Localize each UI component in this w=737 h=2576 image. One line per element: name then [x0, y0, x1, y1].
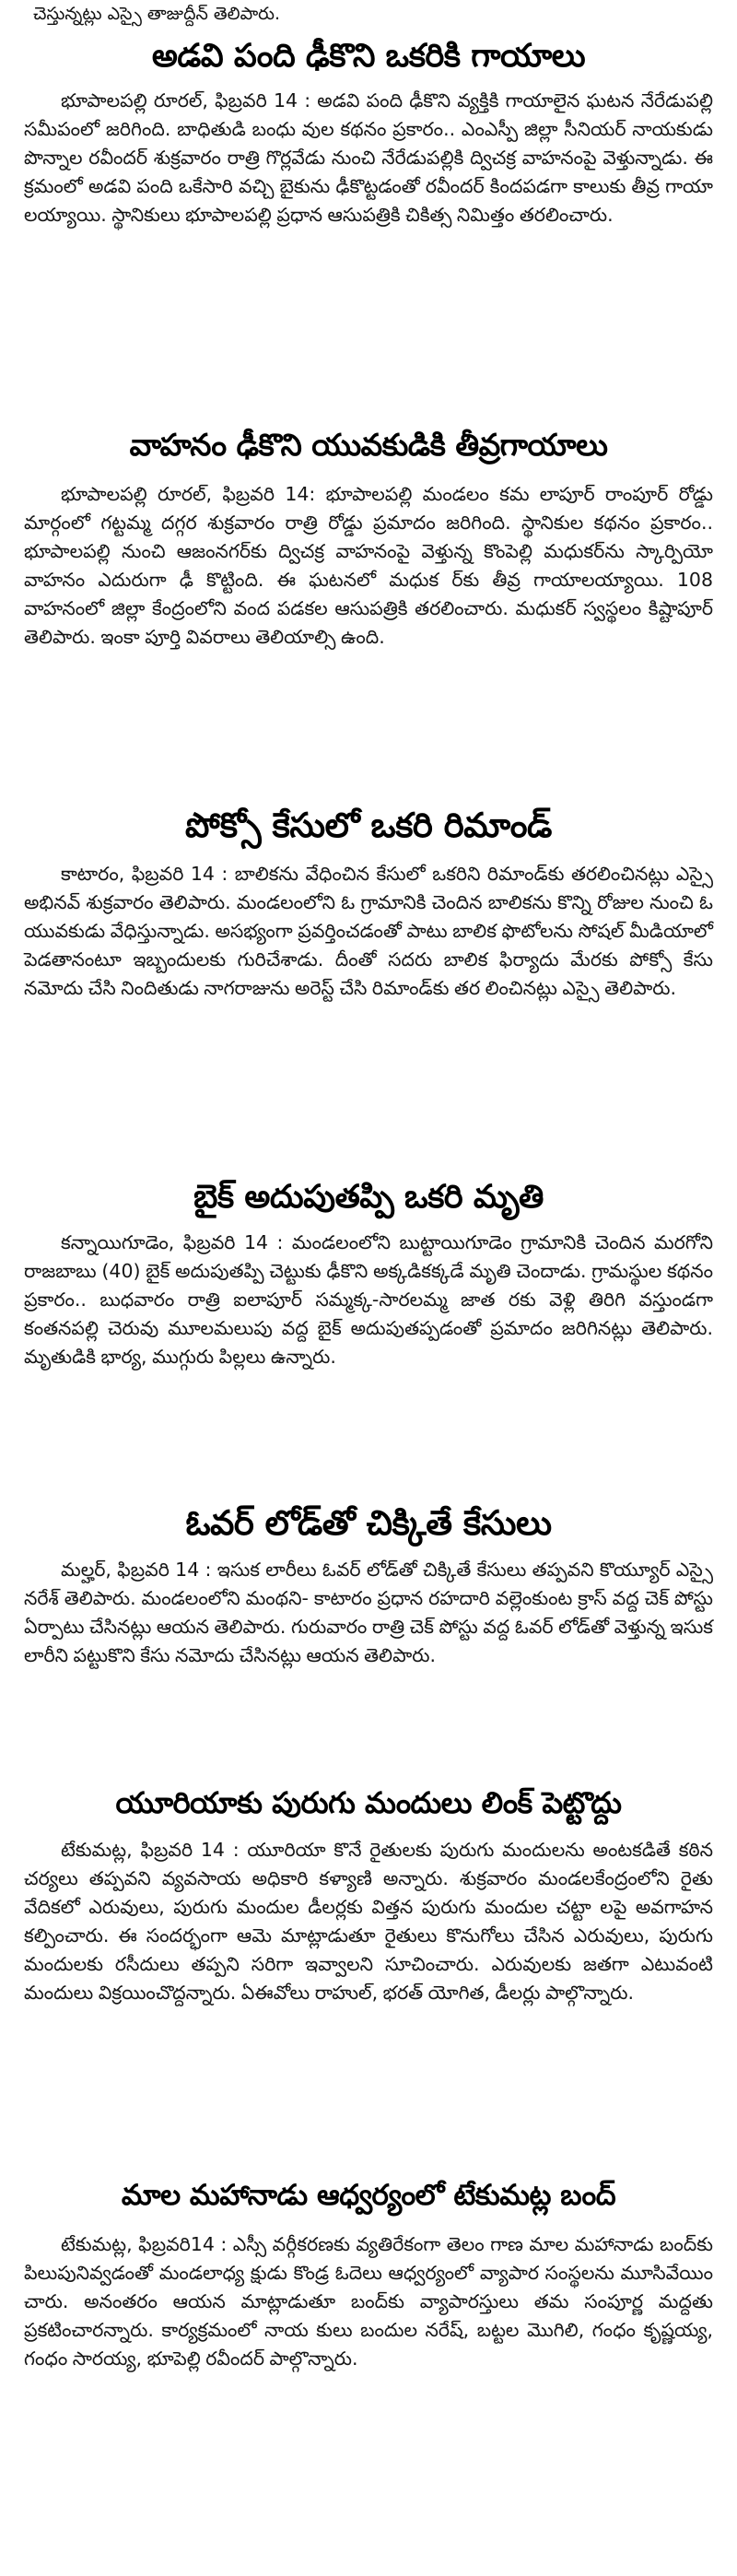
- article-body: టేకుమట్ల, ఫిబ్రవరి 14 : యూరియా కొనే రైతులకు పురుగు మందులను అంటకడితే కఠిన చర్యలు తప్పవని వ్యవసాయ అధికారి కళ్యాణి అన్నారు. శుక్రవారం మండలకేంద్రంలోని రైతు వేదికలో ఎరువులు, పురుగు మందుల డీలర్లకు విత్తన పురుగు మందుల చట్టా లపై అవగాహన కల్పించారు. ఈ సందర్భంగా ఆమె మాట్లాడుతూ రైతులు కొనుగోలు చేసిన ఎరువులు, పురుగు మందులకు రసీదులు తప్పని సరిగా ఇవ్వాలని సూచించారు. ఎరువులకు జతగా ఎటువంటి మందులు విక్రయించొద్దన్నారు. ఏఈవోలు రాహుల్, భరత్ యోగిత, డీలర్లు పాల్గొన్నారు.: [24, 1839, 713, 2004]
- article-pocso-remand: [11, 799, 726, 1170]
- article-body: కన్నాయిగూడెం, ఫిబ్రవరి 14 : మండలంలోని బుట్టాయిగూడెం గ్రామానికి చెందిన మరగోని రాజబాబు (40) బైక్ అదుపుతప్పి చెట్టుకు ఢీకొని అక్కడికక్కడే మృతి చెందాడు. గ్రామస్థుల కథనం ప్రకారం.. బుధవారం రాత్రి ఐలాపూర్ సమ్మక్క-సారలమ్మ జాత రకు వెళ్లి తిరిగి వస్తుండగా కంతనపల్లి చెరువు మూలమలుపు వద్ద బైక్ అదుపుతప్పడంతో ప్రమాదం జరిగినట్లు తెలిపారు. మృతుడికి భార్య, ముగ్గురు పిల్లలు ఉన్నారు.: [24, 1231, 713, 1368]
- headline: బైక్ అదుపుతప్పి ఒకరి మృతి: [193, 1179, 544, 1216]
- article-bike-accident-death: [11, 1170, 726, 1497]
- article-vehicle-hit-youth: [11, 418, 726, 799]
- article-body: మల్హర్, ఫిబ్రవరి 14 : ఇసుక లారీలు ఓవర్ లోడ్‌తో చిక్కితే కేసులు తప్పవని కొయ్యూర్ ఎస్సై నరేశ్ తెలిపారు. మండలంలోని మంథని- కాటారం ప్రధాన రహదారి వల్లెంకుంట క్రాస్ వద్ద చెక్ పోస్టు ఏర్పాటు చేసినట్లు ఆయన తెలిపారు. గురువారం రాత్రి చెక్ పోస్టు వద్ద ఓవర్ లోడ్‌తో వెళ్తున్న ఇసుక లారీని పట్టుకొని కేసు నమోదు చేసినట్లు ఆయన తెలిపారు.: [24, 1559, 713, 1666]
- previous-article-fragment: చెస్తున్నట్లు ఎస్సై తాజుద్దీన్ తెలిపారు.: [33, 4, 281, 24]
- article-body: భూపాలపల్లి రూరల్, ఫిబ్రవరి 14 : అడవి పంది ఢీకొని వ్యక్తికి గాయాలైన ఘటన నేరేడుపల్లి సమీపంలో జరిగింది. బాధితుడి బంధు వుల కథనం ప్రకారం.. ఎంఎస్పీ జిల్లా సీనియర్ నాయకుడు పొన్నాల రవీందర్ శుక్రవారం రాత్రి గొర్లవేడు నుంచి నేరేడుపల్లికి ద్విచక్ర వాహనంపై వెళ్తున్నాడు. ఈ క్రమంలో అడవి పంది ఒకేసారి వచ్చి బైకును ఢీకొట్టడంతో రవీందర్ కిందపడగా కాలుకు తీవ్ర గాయా లయ్యాయి. స్థానికులు భూపాలపల్లి ప్రధాన ఆసుపత్రికి చికిత్స నిమిత్తం తరలించారు.: [24, 89, 713, 226]
- article-body: భూపాలపల్లి రూరల్, ఫిబ్రవరి 14: భూపాలపల్లి మండలం కమ లాపూర్ రాంపూర్ రోడ్డు మార్గంలో గట్టమ్మ దగ్గర శుక్రవారం రాత్రి రోడ్డు ప్రమాదం జరిగింది. స్థానికుల కథనం ప్రకారం.. భూపాలపల్లి నుంచి ఆజంనగర్‌కు ద్విచక్ర వాహనంపై వెళ్తున్న కొంపెల్లి మధుకర్‌ను స్కార్పియో వాహనం ఎదురుగా ఢీ కొట్టింది. ఈ ఘటనలో మధుక ర్‌కు తీవ్ర గాయాలయ్యాయి. 108 వాహనంలో జిల్లా కేంద్రంలోని వంద పడకల ఆసుపత్రికి తరలించారు. మధుకర్ స్వస్థలం కిష్టాపూర్ తెలిపారు. ఇంకా పూర్తి వివరాలు తెలియాల్సి ఉంది.: [24, 483, 713, 648]
- article-wild-boar-accident: [11, 28, 726, 418]
- article-urea-pesticide-link: [11, 1775, 726, 2168]
- headline: యూరియాకు పురుగు మందులు లింక్ పెట్టొద్దు: [115, 1785, 622, 1820]
- headline: మాల మహానాడు ఆధ్వర్యంలో టేకుమట్ల బంద్: [121, 2179, 616, 2212]
- article-body: కాటారం, ఫిబ్రవరి 14 : బాలికను వేధించిన కేసులో ఒకరిని రిమాండ్‌కు తరలించినట్లు ఎస్సై అభినవ్ శుక్రవారం తెలిపారు. మండలంలోని ఓ గ్రామానికి చెందిన బాలికను కొన్ని రోజుల నుంచి ఓ యువకుడు వేధిస్తున్నాడు. అసభ్యంగా ప్రవర్తించడంతో పాటు బాలిక ఫొటోలను సోషల్ మీడియాలో పెడతానంటూ ఇబ్బందులకు గురిచేశాడు. దీంతో సదరు బాలిక ఫిర్యాదు మేరకు పోక్సో కేసు నమోదు చేసి నిందితుడు నాగరాజును అరెస్ట్ చేసి రిమాండ్‌కు తర లించినట్లు ఎస్సై తెలిపారు.: [24, 863, 713, 999]
- article-body: టేకుమట్ల, ఫిబ్రవరి14 : ఎస్సీ వర్గీకరణకు వ్యతిరేకంగా తెలం గాణ మాల మహానాడు బంద్‌కు పిలుపునివ్వడంతో మండలాధ్య క్షుడు కొండ్ర ఓదెలు ఆధ్వర్యంలో వ్యాపార సంస్థలను మూసివేయిం చారు. అనంతరం ఆయన మాట్లాడుతూ బంద్‌కు వ్యాపారస్తులు తమ సంపూర్ణ మద్దతు ప్రకటించారన్నారు. కార్యక్రమంలో నాయ కులు బందుల నరేష్, బట్టల మొగిలి, గంధం కృష్ణయ్య, గంధం సారయ్య, భూపెల్లి రవీందర్ పాల్గొన్నారు.: [24, 2233, 713, 2370]
- headline: అడవి పంది ఢీకొని ఒకరికి గాయాలు: [151, 38, 586, 75]
- article-mala-mahanadu-bandh: [11, 2168, 726, 2481]
- headline: ఓవర్ లోడ్‌తో చిక్కితే కేసులు: [185, 1503, 552, 1543]
- article-overload-cases: [11, 1497, 726, 1775]
- headline: వాహనం ఢీకొని యువకుడికి తీవ్రగాయాలు: [129, 427, 608, 463]
- headline: పోక్సో కేసులో ఒకరి రిమాండ్: [185, 806, 552, 845]
